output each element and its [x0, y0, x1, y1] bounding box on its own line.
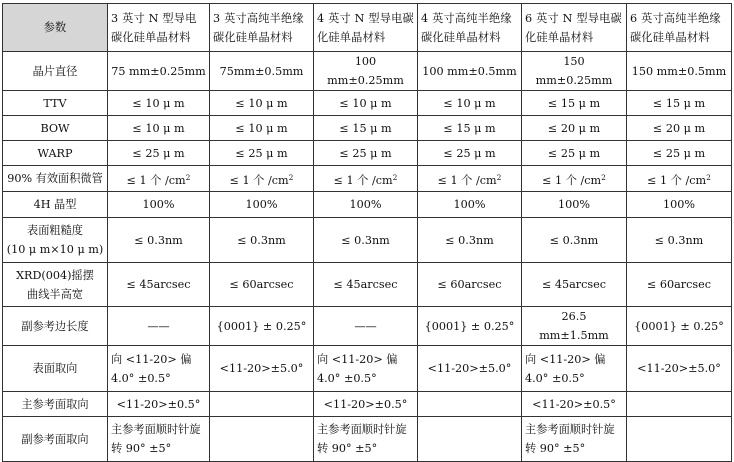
row-primary-flat-orientation: [3, 392, 732, 417]
superscript: 2: [288, 172, 294, 182]
value-cell: <11-20>±0.5°: [314, 392, 418, 417]
row-label: 4H 晶型: [3, 192, 108, 218]
value-cell: <11-20>±5.0°: [418, 346, 522, 392]
value-line: 4.0° ±0.5°: [525, 371, 585, 385]
value-cell: ≤ 45arcsec: [522, 263, 627, 307]
value-cell: ≤ 15 μ m: [627, 91, 732, 116]
value-line: 4.0° ±0.5°: [111, 371, 171, 385]
col-header-3in-si: 3 英寸高纯半绝缘碳化硅单晶材料: [210, 4, 314, 52]
value-cell: 75mm±0.5mm: [210, 52, 314, 91]
col-header-6in-n: 6 英寸 N 型导电碳化硅单晶材料: [522, 4, 627, 52]
empty-cell: [418, 417, 522, 462]
row-warp: [3, 141, 732, 166]
param-header-cell: [3, 4, 108, 52]
value-text: ≤ 1 个 /cm: [126, 173, 186, 187]
value-line: 主参考面顺时针旋: [111, 423, 201, 436]
row-label: 晶片直径: [3, 52, 108, 91]
value-line: 向 <11-20> 偏: [317, 352, 398, 366]
superscript: 2: [706, 172, 711, 182]
row-label-line: (10 μ m×10 μ m): [6, 243, 104, 256]
value-cell: [108, 346, 210, 392]
value-cell: 100 mm±0.5mm: [418, 52, 522, 91]
param-header: 参数: [43, 21, 67, 34]
value-cell: [314, 417, 418, 462]
value-text: ≤ 1 个 /cm: [437, 173, 497, 187]
value-cell: [522, 346, 627, 392]
value-cell: <11-20>±0.5°: [108, 392, 210, 417]
value-cell: ≤ 0.3nm: [627, 218, 732, 263]
value-line: 4.0° ±0.5°: [317, 371, 377, 385]
value-cell: ≤ 45arcsec: [108, 263, 210, 307]
value-cell: [210, 166, 314, 192]
value-line: 转 90° ±5°: [525, 442, 586, 455]
value-cell: 100%: [627, 192, 732, 218]
value-cell: [418, 166, 522, 192]
row-roughness: [3, 218, 732, 263]
row-diameter: [3, 52, 732, 91]
row-label: [3, 263, 108, 307]
value-cell: ≤ 10 μ m: [210, 116, 314, 141]
value-cell: ≤ 15 μ m: [418, 116, 522, 141]
row-label: 主参考面取向: [3, 392, 108, 417]
value-line: 转 90° ±5°: [111, 442, 172, 455]
superscript: 2: [496, 172, 502, 182]
value-cell: {0001} ± 0.25°: [627, 307, 732, 346]
value-text: ≤ 1 个 /cm: [333, 173, 393, 187]
value-cell: 100%: [210, 192, 314, 218]
row-label: WARP: [3, 141, 108, 166]
empty-cell: [627, 417, 732, 462]
value-cell: <11-20>±0.5°: [522, 392, 627, 417]
value-cell: ≤ 0.3nm: [522, 218, 627, 263]
col-header-4in-n: 4 英寸 N 型导电碳化硅单晶材料: [314, 4, 418, 52]
value-cell: ≤ 25 μ m: [210, 141, 314, 166]
col-header-3in-n: 3 英寸 N 型导电碳化硅单晶材料: [108, 4, 210, 52]
value-cell: ≤ 15 μ m: [314, 116, 418, 141]
empty-cell: [418, 392, 522, 417]
value-cell: 100 mm±0.25mm: [314, 52, 418, 91]
row-secondary-flat-length: [3, 307, 732, 346]
row-label-line: 表面粗糙度: [27, 224, 83, 237]
value-cell: ≤ 15 μ m: [522, 91, 627, 116]
value-cell: {0001} ± 0.25°: [210, 307, 314, 346]
row-xrd: [3, 263, 732, 307]
row-label: [3, 218, 108, 263]
row-label-line: XRD(004)摇摆: [16, 268, 94, 282]
value-cell: <11-20>±5.0°: [210, 346, 314, 392]
value-cell: {0001} ± 0.25°: [418, 307, 522, 346]
value-text: ≤ 1 个 /cm: [542, 173, 602, 187]
superscript: 2: [392, 172, 398, 182]
value-cell: ≤ 10 μ m: [210, 91, 314, 116]
header-row: [3, 4, 732, 52]
value-line: 主参考面顺时针旋: [317, 423, 407, 436]
value-cell: ≤ 10 μ m: [418, 91, 522, 116]
row-label: BOW: [3, 116, 108, 141]
value-cell: 100%: [314, 192, 418, 218]
value-cell: [314, 166, 418, 192]
row-label: 90% 有效面积微管: [3, 166, 108, 192]
value-cell: 100%: [522, 192, 627, 218]
superscript: 2: [601, 172, 606, 182]
value-cell: ≤ 20 μ m: [522, 116, 627, 141]
value-cell: [108, 166, 210, 192]
value-cell: ≤ 25 μ m: [418, 141, 522, 166]
row-polytype: [3, 192, 732, 218]
row-label: 表面取向: [3, 346, 108, 392]
row-label: TTV: [3, 91, 108, 116]
value-cell: ≤ 25 μ m: [627, 141, 732, 166]
row-micropipe: [3, 166, 732, 192]
value-cell: ≤ 0.3nm: [314, 218, 418, 263]
value-line: 向 <11-20> 偏: [111, 352, 192, 366]
value-cell: ≤ 60arcsec: [210, 263, 314, 307]
spec-table: [2, 3, 732, 462]
row-ttv: [3, 91, 732, 116]
value-cell: [314, 346, 418, 392]
row-label: 副参考面取向: [3, 417, 108, 462]
col-header-6in-si: 6 英寸高纯半绝缘碳化硅单晶材料: [627, 4, 732, 52]
value-cell: [627, 166, 732, 192]
value-cell: ≤ 10 μ m: [314, 91, 418, 116]
value-cell: 150 mm±0.5mm: [627, 52, 732, 91]
value-cell: ≤ 10 μ m: [108, 116, 210, 141]
empty-cell: [627, 392, 732, 417]
value-cell: ≤ 60arcsec: [627, 263, 732, 307]
empty-cell: [210, 392, 314, 417]
value-cell: [522, 417, 627, 462]
value-cell: ≤ 0.3nm: [108, 218, 210, 263]
row-bow: [3, 116, 732, 141]
value-cell: 75 mm±0.25mm: [108, 52, 210, 91]
value-cell: 100%: [418, 192, 522, 218]
value-text: ≤ 1 个 /cm: [229, 173, 289, 187]
value-cell: ≤ 20 μ m: [627, 116, 732, 141]
value-line: 向 <11-20> 偏: [525, 352, 606, 366]
row-label: 副参考边长度: [3, 307, 108, 346]
value-cell: ≤ 45arcsec: [314, 263, 418, 307]
value-line: 主参考面顺时针旋: [525, 423, 615, 436]
value-cell: <11-20>±5.0°: [627, 346, 732, 392]
value-cell: [522, 166, 627, 192]
value-cell: 26.5 mm±1.5mm: [522, 307, 627, 346]
value-cell: [108, 417, 210, 462]
value-cell: 100%: [108, 192, 210, 218]
empty-cell: [210, 417, 314, 462]
value-cell: ≤ 25 μ m: [108, 141, 210, 166]
value-cell: 150 mm±0.25mm: [522, 52, 627, 91]
row-secondary-flat-orientation: [3, 417, 732, 462]
value-cell: ≤ 25 μ m: [522, 141, 627, 166]
value-text: ≤ 1 个 /cm: [647, 173, 707, 187]
value-cell: ——: [314, 307, 418, 346]
value-line: 转 90° ±5°: [317, 442, 378, 455]
value-cell: ≤ 25 μ m: [314, 141, 418, 166]
value-cell: ——: [108, 307, 210, 346]
row-label-line: 曲线半高宽: [27, 287, 83, 301]
value-cell: ≤ 0.3nm: [418, 218, 522, 263]
value-cell: ≤ 0.3nm: [210, 218, 314, 263]
row-surface-orientation: [3, 346, 732, 392]
value-cell: ≤ 60arcsec: [418, 263, 522, 307]
value-cell: ≤ 10 μ m: [108, 91, 210, 116]
superscript: 2: [185, 172, 191, 182]
col-header-4in-si: 4 英寸高纯半绝缘碳化硅单晶材料: [418, 4, 522, 52]
